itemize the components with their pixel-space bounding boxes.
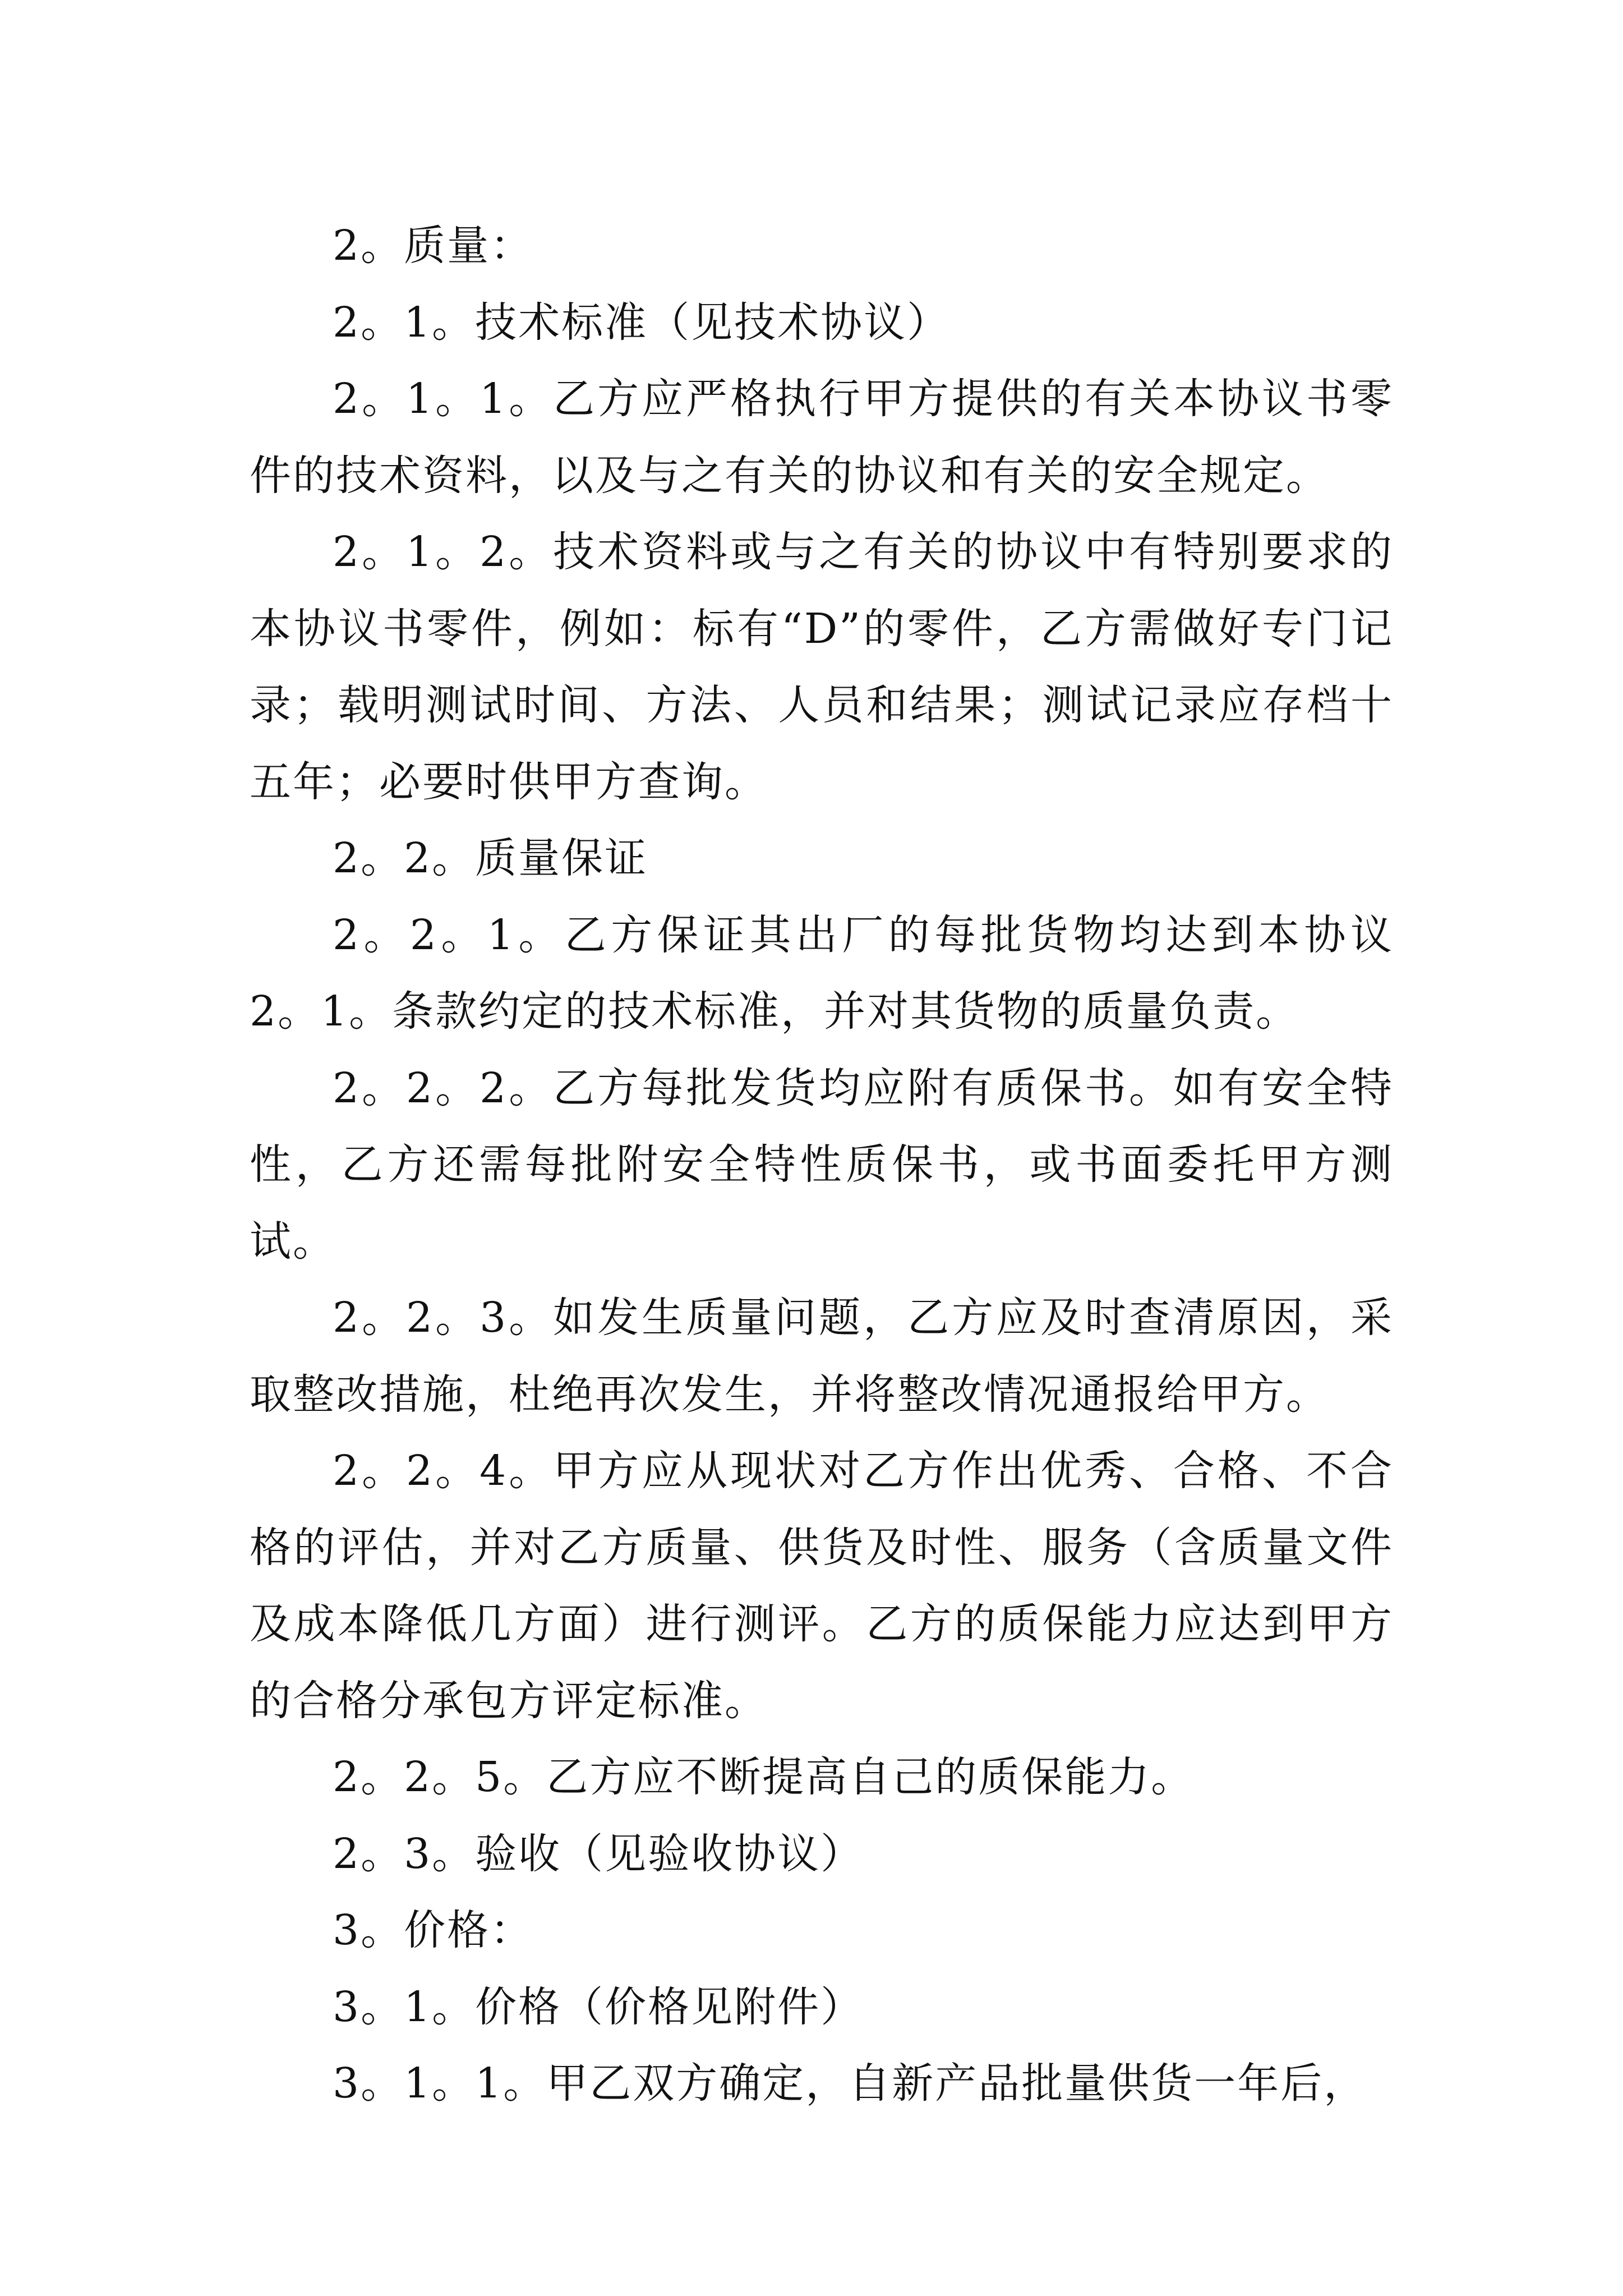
paragraph-3-1: 3。1。价格（价格见附件） xyxy=(333,1982,864,2031)
paragraph-2-2-4: 2。2。4。甲方应从现状对乙方作出优秀、合格、不合格的评估，并对乙方质量、供货及时性、服务（含质量文件及成本降低几方面）进行测评。乙方的质保能力应达到甲方的合格分承包方评定标准。 xyxy=(250,1447,1394,1725)
paragraph-2: 2。质量： xyxy=(333,222,534,270)
paragraph-2-1: 2。1。技术标准（见技术协议） xyxy=(333,298,951,347)
paragraph-2-1-2: 2。1。2。技术资料或与之有关的协议中有特别要求的本协议书零件，例如：标有“D”的零件，乙方需做好专门记录；载明测试时间、方法、人员和结果；测试记录应存档十五年；必要时供甲方查询。 xyxy=(250,528,1394,806)
paragraph-3-1-1: 3。1。1。甲乙双方确定，自新产品批量供货一年后， xyxy=(333,2059,1367,2108)
paragraph-2-2-3: 2。2。3。如发生质量问题，乙方应及时查清原因，采取整改措施，杜绝再次发生，并将整改情况通报给甲方。 xyxy=(250,1294,1394,1419)
paragraph-2-2-2: 2。2。2。乙方每批发货均应附有质保书。如有安全特性，乙方还需每批附安全特性质保书，或书面委托甲方测试。 xyxy=(250,1064,1394,1266)
paragraph-2-3: 2。3。验收（见验收协议） xyxy=(333,1829,864,1878)
paragraph-3: 3。价格： xyxy=(333,1906,534,1954)
paragraph-2-2-5: 2。2。5。乙方应不断提高自己的质保能力。 xyxy=(333,1753,1195,1801)
paragraph-2-2-1: 2。2。1。乙方保证其出厂的每批货物均达到本协议2。1。条款约定的技术标准，并对其货物的质量负责。 xyxy=(250,910,1394,1036)
paragraph-2-1-1: 2。1。1。乙方应严格执行甲方提供的有关本协议书零件的技术资料，以及与之有关的协议和有关的安全规定。 xyxy=(250,375,1394,500)
document-body xyxy=(250,208,1394,2122)
paragraph-2-2: 2。2。质量保证 xyxy=(333,834,648,882)
